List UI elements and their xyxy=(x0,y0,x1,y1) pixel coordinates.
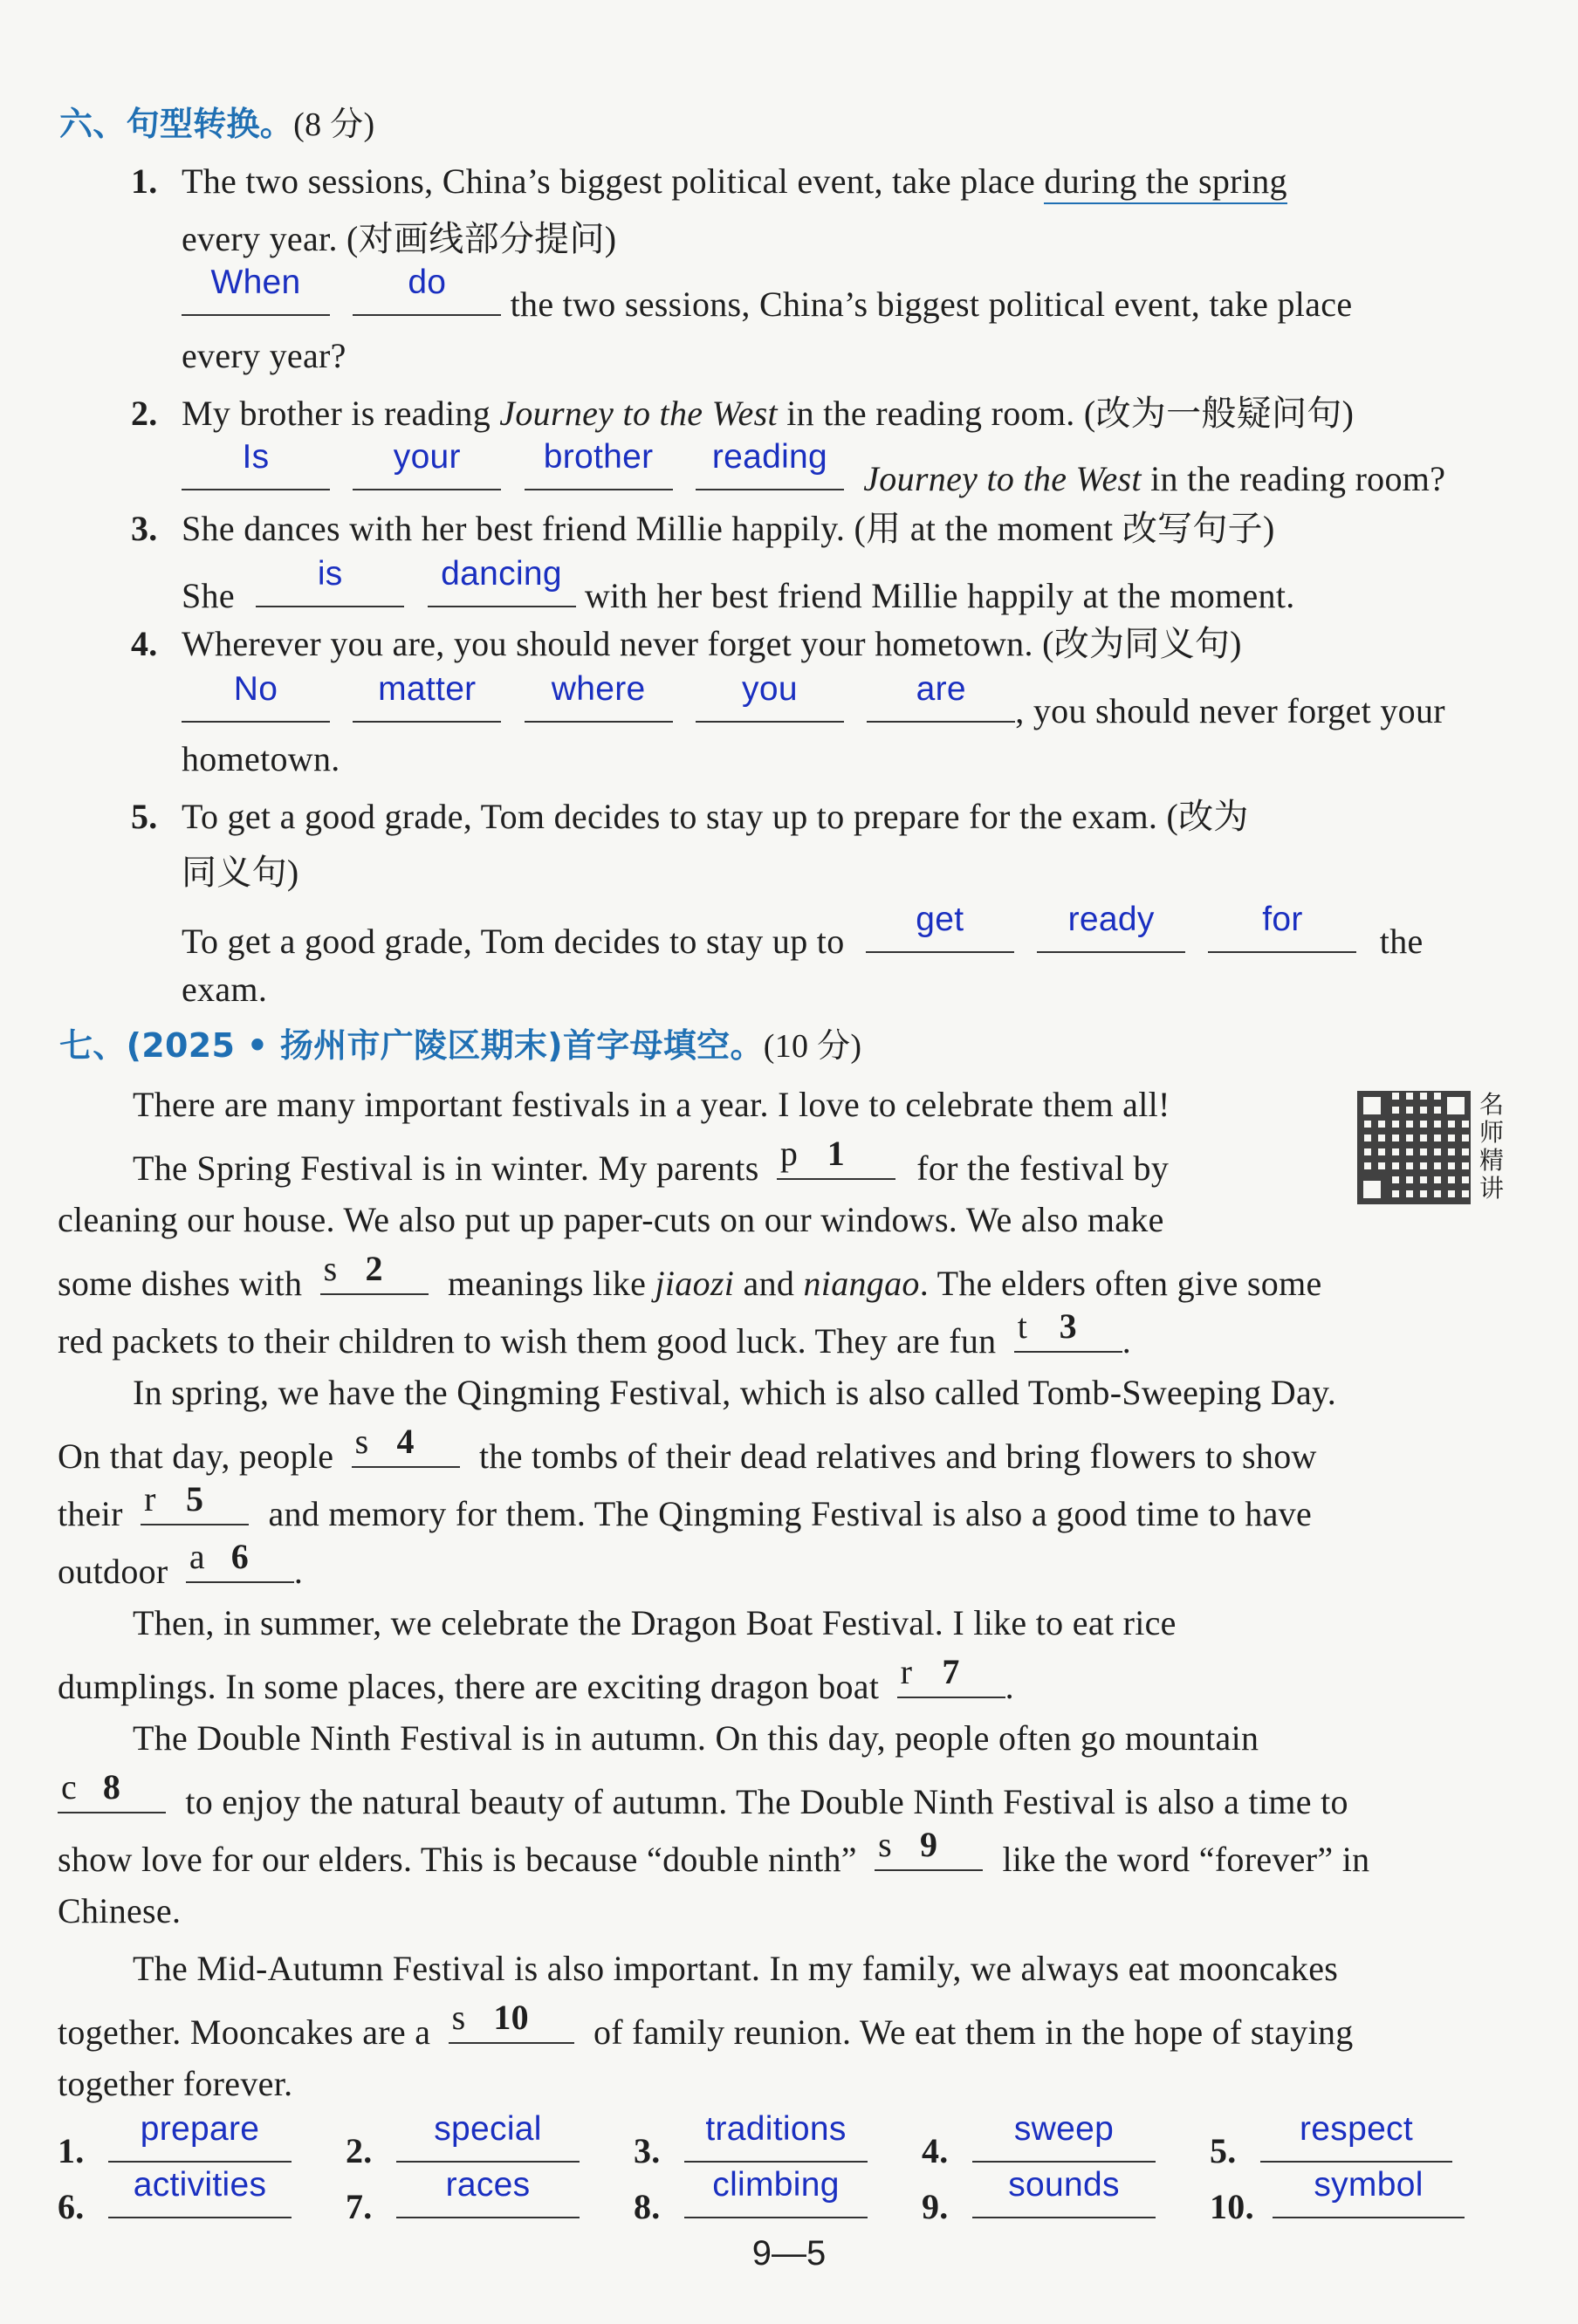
q2-rest-title: Journey to the West xyxy=(863,459,1142,498)
q4-blank-5[interactable] xyxy=(867,670,1015,723)
p4-text: like the word “forever” in xyxy=(1002,1840,1370,1879)
q3-text: She dances with her best friend Millie happily. (用 at the moment 改写句子) xyxy=(182,509,1275,548)
q4-blank-3[interactable] xyxy=(525,670,673,723)
gap-4-letter: s xyxy=(354,1422,369,1461)
p2-text: their xyxy=(58,1494,123,1533)
answer-cell xyxy=(1210,2166,1465,2230)
gap-7-letter: r xyxy=(900,1652,913,1691)
p1-text: . xyxy=(1122,1321,1132,1361)
gap-6[interactable] xyxy=(186,1537,294,1583)
gap-10-letter: s xyxy=(451,1998,466,2037)
gap-10-number: 10 xyxy=(493,1998,529,2037)
q5-line-1 xyxy=(131,794,1249,840)
qr-label: 名师精讲 xyxy=(1479,1090,1505,1203)
q2-answer-2: your xyxy=(393,438,461,476)
answer-blank[interactable] xyxy=(684,2166,868,2218)
p3-text: dumplings. In some places, there are exciting dragon boat xyxy=(58,1667,880,1706)
q4-blank-1[interactable] xyxy=(182,670,330,723)
q5-line-4: exam. xyxy=(182,970,268,1009)
q3-blank-2[interactable] xyxy=(428,555,576,607)
q2-line-2 xyxy=(182,438,1446,502)
p1-italic-niangao: niangao xyxy=(803,1264,920,1303)
q4-text: Wherever you are, you should never forget your hometown. (改为同义句) xyxy=(182,624,1242,663)
gap-6-letter: a xyxy=(189,1537,205,1576)
q4-answer-3: where xyxy=(551,670,646,708)
p2-line-4 xyxy=(58,1537,304,1594)
answer-number: 1. xyxy=(58,2131,85,2170)
gap-2-letter: s xyxy=(323,1249,338,1288)
gap-8[interactable] xyxy=(58,1767,166,1813)
q3-answer-2: dancing xyxy=(441,555,562,593)
q1-line-3 xyxy=(182,264,1353,327)
q1-blank-2[interactable] xyxy=(353,264,501,316)
q5-line-2: 同义句) xyxy=(182,853,299,892)
q3-number: 3. xyxy=(131,509,158,548)
q1-underlined: during the spring xyxy=(1044,161,1286,204)
q1-blank-1[interactable] xyxy=(182,264,330,316)
p2-line-1: In spring, we have the Qingming Festival, which is also called Tomb-Sweeping Day. xyxy=(133,1373,1337,1412)
gap-4[interactable] xyxy=(352,1422,460,1468)
qr-corner xyxy=(1357,1091,1387,1121)
gap-4-number: 4 xyxy=(396,1422,415,1461)
p2-line-3 xyxy=(58,1479,1313,1537)
q3-start: She xyxy=(182,576,235,615)
answer-number: 5. xyxy=(1210,2131,1237,2170)
gap-3-number: 3 xyxy=(1059,1306,1077,1346)
p2-line-2 xyxy=(58,1422,1317,1479)
q1-line-1 xyxy=(131,159,1287,204)
q2-answer-3: brother xyxy=(543,438,654,476)
gap-7[interactable] xyxy=(897,1652,1005,1698)
q1-line-2: every year. (对画线部分提问) xyxy=(182,219,617,258)
p1-line-5 xyxy=(58,1306,1132,1364)
answer-cell xyxy=(634,2166,868,2230)
gap-5-letter: r xyxy=(144,1479,156,1518)
q2-blank-2[interactable] xyxy=(353,438,501,490)
gap-5-number: 5 xyxy=(185,1479,204,1518)
q1-text: The two sessions, China’s biggest political event, take place xyxy=(182,161,1045,201)
p2-text: outdoor xyxy=(58,1552,168,1591)
q5-line-3 xyxy=(182,901,1424,964)
p5-line-2 xyxy=(58,1998,1354,2055)
q2-answer-1: Is xyxy=(242,438,270,476)
q3-rest: with her best friend Millie happily at the moment. xyxy=(575,576,1295,615)
gap-2-number: 2 xyxy=(365,1249,383,1288)
gap-2[interactable] xyxy=(320,1249,429,1295)
q2-number: 2. xyxy=(131,394,158,433)
q5-rest: the xyxy=(1379,922,1424,961)
q3-line-2 xyxy=(182,555,1295,619)
qr-code-icon[interactable] xyxy=(1357,1091,1471,1204)
p5-text: of family reunion. We eat them in the hope of staying xyxy=(593,2012,1354,2052)
p1-text: and xyxy=(743,1264,795,1303)
q2-book-title: Journey to the West xyxy=(499,394,778,433)
answer-word: respect xyxy=(1300,2110,1413,2148)
answer-cell xyxy=(346,2166,580,2230)
answer-word: sweep xyxy=(1013,2110,1115,2148)
p1-line-4 xyxy=(58,1249,1322,1306)
gap-9-letter: s xyxy=(878,1825,893,1864)
gap-6-number: 6 xyxy=(230,1537,250,1576)
q1-rest: the two sessions, China’s biggest political event, take place xyxy=(501,285,1353,324)
p2-text: and memory for them. The Qingming Festival is also a good time to have xyxy=(268,1494,1313,1533)
p3-line-2 xyxy=(58,1652,1014,1710)
q1-number: 1. xyxy=(131,161,158,201)
p5-line-1: The Mid-Autumn Festival is also important. In my family, we always eat mooncakes xyxy=(133,1949,1339,1988)
p4-text: show love for our elders. This is because “double ninth” xyxy=(58,1840,857,1879)
p1-text: some dishes with xyxy=(58,1264,303,1303)
q4-answer-2: matter xyxy=(378,670,477,708)
q2-blank-1[interactable] xyxy=(182,438,330,490)
answer-blank[interactable] xyxy=(108,2166,292,2218)
p1-text: for the festival by xyxy=(916,1148,1170,1188)
answer-word: races xyxy=(445,2166,531,2204)
p1-text: meanings like xyxy=(447,1264,647,1303)
p1-italic-jiaozi: jiaozi xyxy=(655,1264,735,1303)
gap-9[interactable] xyxy=(875,1825,983,1871)
q5-blank-3[interactable] xyxy=(1208,901,1356,953)
answer-blank[interactable] xyxy=(396,2166,580,2218)
answer-blank[interactable] xyxy=(972,2166,1156,2218)
q4-line-1 xyxy=(131,621,1242,667)
p4-line-1: The Double Ninth Festival is in autumn. On this day, people often go mountain xyxy=(133,1718,1259,1758)
q5-number: 5. xyxy=(131,797,158,836)
section-6-heading xyxy=(59,101,374,147)
q4-rest: , you should never forget your xyxy=(1015,691,1445,730)
q4-blank-4[interactable] xyxy=(696,670,844,723)
page-number: 9—5 xyxy=(751,2234,827,2273)
answer-blank[interactable] xyxy=(684,2110,868,2163)
p2-text: the tombs of their dead relatives and bring flowers to show xyxy=(478,1436,1317,1476)
answer-number: 10. xyxy=(1210,2187,1254,2226)
p1-line-3: cleaning our house. We also put up paper-cuts on our windows. We also make xyxy=(58,1200,1164,1239)
q4-number: 4. xyxy=(131,624,158,663)
gap-9-number: 9 xyxy=(920,1825,938,1864)
q1-answer-2: do xyxy=(408,264,447,301)
p4-line-4: Chinese. xyxy=(58,1891,182,1930)
q5-start: To get a good grade, Tom decides to stay up to xyxy=(182,922,845,961)
p5-line-3: together forever. xyxy=(58,2064,293,2103)
answer-blank[interactable] xyxy=(396,2110,580,2163)
q2-answer-4: reading xyxy=(711,438,828,476)
answer-blank[interactable] xyxy=(972,2110,1156,2163)
gap-8-number: 8 xyxy=(102,1767,121,1806)
p4-line-3 xyxy=(58,1825,1370,1882)
answer-number: 3. xyxy=(634,2131,661,2170)
answer-word: special xyxy=(434,2110,542,2148)
answer-number: 6. xyxy=(58,2187,85,2226)
q2-line-1 xyxy=(131,391,1354,436)
q5-answer-3: for xyxy=(1262,901,1303,938)
q3-line-1 xyxy=(131,506,1275,552)
gap-10[interactable] xyxy=(449,1998,574,2044)
answer-number: 7. xyxy=(346,2187,373,2226)
section-6-title: 六、句型转换。 xyxy=(59,105,294,143)
q4-answer-1: No xyxy=(233,670,278,708)
gap-3[interactable] xyxy=(1014,1306,1122,1353)
p1-text: . The elders often give some xyxy=(919,1264,1322,1303)
gap-1-number: 1 xyxy=(827,1134,846,1173)
p1-text: The Spring Festival is in winter. My parents xyxy=(133,1148,759,1188)
answer-word: symbol xyxy=(1314,2166,1424,2204)
q4-blank-2[interactable] xyxy=(353,670,501,723)
p5-text: together. Mooncakes are a xyxy=(58,2012,431,2052)
q4-answer-4: you xyxy=(742,670,798,708)
answer-word: sounds xyxy=(1008,2166,1120,2204)
q4-answer-5: are xyxy=(916,670,966,708)
q2-instruction: in the reading room. (改为一般疑问句) xyxy=(777,394,1355,433)
answer-number: 9. xyxy=(922,2187,949,2226)
gap-1[interactable] xyxy=(777,1134,895,1180)
answer-word: activities xyxy=(133,2166,267,2204)
q1-line-4: every year? xyxy=(182,336,346,375)
q5-text: To get a good grade, Tom decides to stay up to prepare for the exam. (改为 xyxy=(182,797,1249,836)
section-6-points: (8 分) xyxy=(293,106,375,143)
qr-corner xyxy=(1441,1091,1471,1121)
answer-number: 8. xyxy=(634,2187,661,2226)
p2-text: On that day, people xyxy=(58,1436,334,1476)
answer-number: 2. xyxy=(346,2131,373,2170)
p4-text: to enjoy the natural beauty of autumn. The Double Ninth Festival is also a time to xyxy=(185,1782,1348,1821)
answer-word: traditions xyxy=(705,2110,847,2148)
q5-answer-2: ready xyxy=(1067,901,1155,938)
p4-line-2 xyxy=(58,1767,1348,1825)
answer-word: climbing xyxy=(712,2166,840,2204)
answer-blank[interactable] xyxy=(1273,2166,1465,2218)
q2-rest: in the reading room? xyxy=(1141,459,1446,498)
q5-answer-1: get xyxy=(916,901,964,938)
q3-blank-1[interactable] xyxy=(256,555,404,607)
q5-blank-1[interactable] xyxy=(866,901,1014,953)
answer-cell xyxy=(922,2166,1156,2230)
p2-text: . xyxy=(293,1552,304,1591)
q2-blank-3[interactable] xyxy=(525,438,673,490)
gap-5[interactable] xyxy=(141,1479,249,1525)
q3-answer-1: is xyxy=(317,555,343,593)
p3-line-1: Then, in summer, we celebrate the Dragon Boat Festival. I like to eat rice xyxy=(133,1603,1177,1642)
q5-blank-2[interactable] xyxy=(1037,901,1185,953)
gap-7-number: 7 xyxy=(942,1652,960,1691)
section-7-heading xyxy=(59,1023,861,1069)
p1-line-1: There are many important festivals in a year. I love to celebrate them all! xyxy=(133,1085,1170,1124)
q4-line-2 xyxy=(182,670,1445,734)
answer-cell xyxy=(58,2166,292,2230)
answer-word: prepare xyxy=(140,2110,260,2148)
answer-blank[interactable] xyxy=(1260,2110,1452,2163)
gap-3-letter: t xyxy=(1017,1306,1028,1346)
answer-number: 4. xyxy=(922,2131,949,2170)
q4-line-3: hometown. xyxy=(182,739,340,778)
p1-text: red packets to their children to wish them good luck. They are fun xyxy=(58,1321,997,1361)
q2-text: My brother is reading xyxy=(182,394,500,433)
q2-blank-4[interactable] xyxy=(696,438,844,490)
qr-corner xyxy=(1357,1175,1387,1204)
q1-answer-1: When xyxy=(210,264,301,301)
section-7-points: (10 分) xyxy=(763,1028,862,1065)
p3-text: . xyxy=(1005,1667,1014,1706)
gap-8-letter: c xyxy=(61,1767,78,1806)
section-7-title: 七、(2025 • 扬州市广陵区期末)首字母填空。 xyxy=(59,1026,764,1065)
answer-blank[interactable] xyxy=(108,2110,292,2163)
p1-line-2 xyxy=(133,1134,1170,1191)
gap-1-letter: p xyxy=(779,1134,799,1173)
